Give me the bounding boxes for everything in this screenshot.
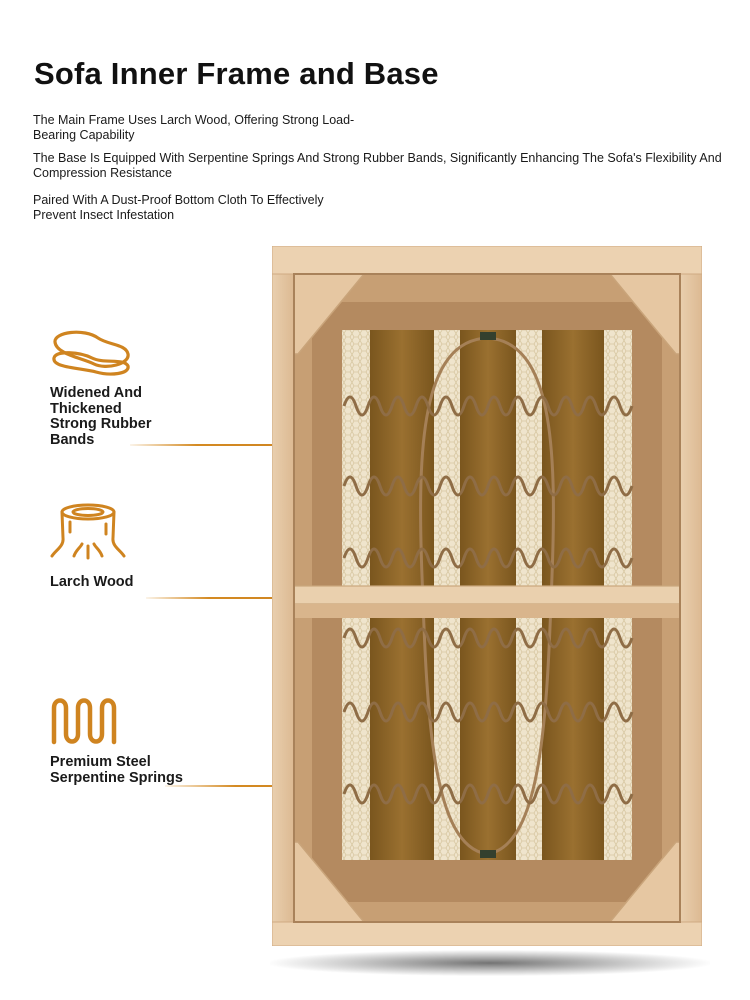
- tree-stump-icon: [50, 502, 126, 562]
- page-title: Sofa Inner Frame and Base: [34, 56, 439, 91]
- feature-serpentine-springs: Premium Steel Serpentine Springs: [50, 754, 183, 786]
- base-description: The Base Is Equipped With Serpentine Springs And Strong Rubber Bands, Significantly Enhancing The Sofa's Flexibility And Compression Resistance: [33, 151, 722, 180]
- sofa-frame-image: [272, 246, 702, 946]
- product-shadow: [270, 950, 710, 976]
- rubber-bands-icon: [50, 330, 132, 378]
- frame-description: The Main Frame Uses Larch Wood, Offering Strong Load-Bearing Capability: [33, 113, 355, 142]
- serpentine-spring-icon: [50, 696, 122, 746]
- feature-rubber-bands: Widened And Thickened Strong Rubber Bands: [50, 385, 152, 448]
- feature-larch-wood: Larch Wood: [50, 574, 134, 590]
- dust-cloth-description: Paired With A Dust-Proof Bottom Cloth To Effectively Prevent Insect Infestation: [33, 193, 324, 222]
